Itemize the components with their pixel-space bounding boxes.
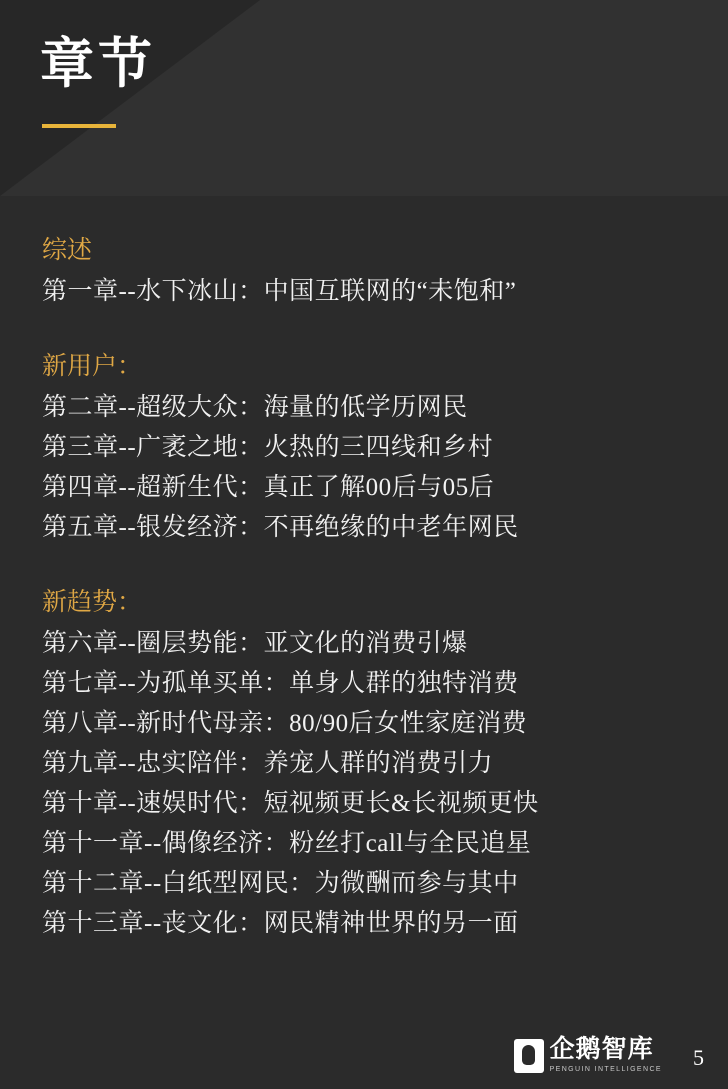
chapter-entry[interactable]: 第三章--广袤之地：火热的三四线和乡村	[42, 434, 494, 461]
section-group-overview	[0, 230, 728, 312]
chapter-entry[interactable]: 第十一章--偶像经济：粉丝打call与全民追星	[42, 830, 532, 857]
hero-diagonal-shade	[0, 0, 260, 196]
chapter-entry[interactable]: 第五章--银发经济：不再绝缘的中老年网民	[42, 514, 519, 541]
chapter-entry[interactable]: 第六章--圈层势能：亚文化的消费引爆	[42, 630, 468, 657]
brand-name-en: PENGUIN INTELLIGENCE	[549, 1066, 662, 1073]
chapter-entry[interactable]: 第一章--水下冰山：中国互联网的“未饱和”	[42, 278, 517, 305]
title-underline-rule	[42, 124, 116, 128]
page-number: 5	[693, 1045, 704, 1070]
chapter-entry[interactable]: 第四章--超新生代：真正了解00后与05后	[42, 474, 495, 501]
section-title: 综述	[42, 237, 93, 264]
brand-logo-text	[550, 1037, 662, 1073]
section-title: 新用户：	[42, 353, 143, 380]
brand-logo	[514, 1037, 662, 1073]
chapter-entry[interactable]: 第十二章--白纸型网民：为微酬而参与其中	[42, 870, 519, 897]
page-footer	[0, 1017, 728, 1089]
chapter-entry[interactable]: 第十三章--丧文化：网民精神世界的另一面	[42, 910, 519, 937]
section-group-new-trends	[0, 582, 728, 944]
content-top-spacer	[0, 196, 728, 230]
chapter-entry[interactable]: 第七章--为孤单买单：单身人群的独特消费	[42, 670, 519, 697]
chapter-entry[interactable]: 第九章--忠实陪伴：养宠人群的消费引力	[42, 750, 494, 777]
penguin-icon	[514, 1039, 544, 1073]
chapter-list	[0, 196, 728, 1026]
chapter-entry[interactable]: 第八章--新时代母亲：80/90后女性家庭消费	[42, 710, 528, 737]
page-title: 章节	[40, 34, 156, 94]
chapter-entry[interactable]: 第十章--速娱时代：短视频更长&长视频更快	[42, 790, 539, 817]
section-group-new-users	[0, 346, 728, 548]
section-title: 新趋势：	[42, 589, 143, 616]
chapter-entry[interactable]: 第二章--超级大众：海量的低学历网民	[42, 394, 468, 421]
hero-banner	[0, 0, 728, 196]
brand-name-cn: 企鹅智库	[549, 1035, 654, 1063]
